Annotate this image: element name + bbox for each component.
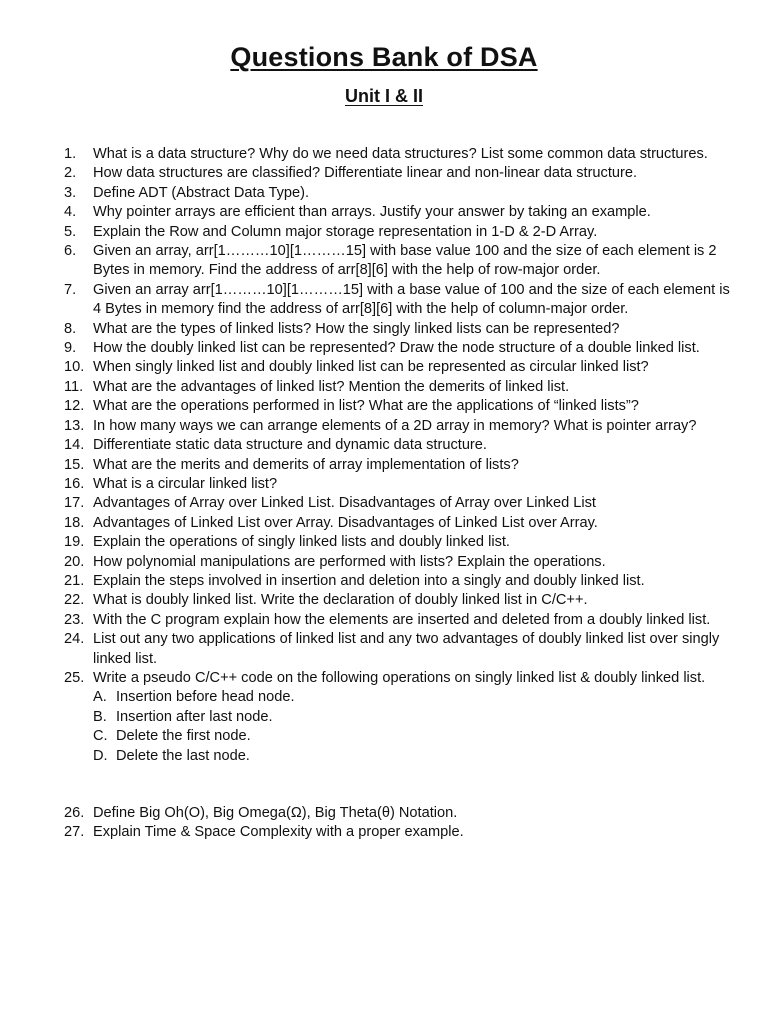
- question-text: List out any two applications of linked list and any two advantages of doubly linked list over singly linked list.: [93, 631, 720, 667]
- question-number: 2.: [64, 165, 77, 182]
- question-number: 8.: [64, 320, 77, 337]
- question-text: What are the types of linked lists? How the singly linked lists can be represented?: [93, 320, 620, 337]
- question-number: 26.: [64, 805, 85, 821]
- sub-question-text: Delete the first node.: [116, 728, 251, 745]
- question-item: [64, 164, 734, 183]
- question-text: Explain the operations of singly linked lists and doubly linked list.: [93, 534, 510, 551]
- question-text: How the doubly linked list can be represented? Draw the node structure of a double linked list.: [93, 340, 700, 357]
- question-item: [64, 436, 734, 455]
- question-text: Given an array arr[1………10][1………15] with a base value of 100 and the size of each element is 4 Bytes in memory find the address of arr[8][6] with the help of column-major order.: [93, 281, 730, 318]
- sub-question-item: [93, 727, 734, 746]
- question-item: [64, 281, 734, 320]
- question-25-sublist: [93, 688, 734, 766]
- question-item: [64, 223, 734, 242]
- question-item: [64, 378, 734, 397]
- sub-question-letter: C.: [93, 728, 108, 745]
- question-number: 23.: [64, 611, 85, 628]
- sub-question-letter: B.: [93, 708, 107, 725]
- sub-question-item: [93, 708, 734, 727]
- question-number: 5.: [64, 223, 77, 240]
- question-item: [64, 456, 734, 475]
- question-item: [64, 553, 734, 572]
- question-text: When singly linked list and doubly linked list can be represented as circular linked list?: [93, 359, 649, 376]
- question-item: [64, 630, 734, 669]
- question-item: [64, 591, 734, 610]
- question-text: Differentiate static data structure and dynamic data structure.: [93, 437, 487, 454]
- question-number: 18.: [64, 514, 85, 531]
- question-number: 9.: [64, 340, 77, 357]
- question-item: [64, 514, 734, 533]
- question-text: What are the merits and demerits of array implementation of lists?: [93, 456, 519, 473]
- question-text: Explain the Row and Column major storage representation in 1-D & 2-D Array.: [93, 223, 598, 240]
- question-text: What is doubly linked list. Write the declaration of doubly linked list in C/C++.: [93, 592, 588, 609]
- question-number: 13.: [64, 417, 85, 434]
- question-item: [64, 320, 734, 339]
- question-number: 7.: [64, 281, 77, 298]
- question-text: Given an array, arr[1………10][1………15] with base value 100 and the size of each element is 2 Bytes in memory. Find the address of arr[8][6] with the help of row-major order.: [93, 243, 717, 279]
- question-number: 3.: [64, 184, 77, 201]
- question-text: Explain the steps involved in insertion and deletion into a singly and doubly linked list.: [93, 572, 645, 589]
- question-text: With the C program explain how the elements are inserted and deleted from a doubly linked list.: [93, 611, 711, 628]
- question-item: [64, 611, 734, 630]
- question-text: In how many ways we can arrange elements of a 2D array in memory? What is pointer array?: [93, 417, 697, 434]
- sub-question-text: Insertion before head node.: [116, 689, 295, 706]
- question-item: [64, 804, 734, 823]
- question-item: [64, 669, 734, 766]
- question-item: [64, 397, 734, 416]
- question-item: [64, 823, 734, 842]
- question-text: How data structures are classified? Differentiate linear and non-linear data structure.: [93, 165, 638, 182]
- question-number: 20.: [64, 553, 85, 570]
- question-number: 27.: [64, 824, 85, 841]
- question-text: Why pointer arrays are efficient than arrays. Justify your answer by taking an example.: [93, 204, 651, 221]
- question-item: [64, 533, 734, 552]
- section-spacer: [64, 766, 734, 804]
- question-text: Define ADT (Abstract Data Type).: [93, 184, 310, 201]
- question-number: 10.: [64, 359, 85, 376]
- question-item: [64, 494, 734, 513]
- sub-question-text: Insertion after last node.: [116, 708, 273, 725]
- question-number: 22.: [64, 592, 85, 609]
- sub-question-item: [93, 747, 734, 766]
- question-item: [64, 184, 734, 203]
- question-number: 17.: [64, 495, 85, 512]
- question-item: [64, 339, 734, 358]
- question-text: Define Big Oh(O), Big Omega(Ω), Big Theta(θ) Notation.: [93, 805, 458, 821]
- question-item: [64, 475, 734, 494]
- question-item: [64, 572, 734, 591]
- question-item: [64, 417, 734, 436]
- question-text: Advantages of Array over Linked List. Disadvantages of Array over Linked List: [93, 495, 596, 512]
- question-number: 15.: [64, 456, 85, 473]
- question-number: 12.: [64, 398, 85, 415]
- question-text: Advantages of Linked List over Array. Disadvantages of Linked List over Array.: [93, 514, 598, 531]
- question-item: [64, 145, 734, 164]
- sub-question-text: Delete the last node.: [116, 747, 250, 764]
- question-text: Explain Time & Space Complexity with a proper example.: [93, 824, 464, 841]
- page-title: Questions Bank of DSA: [230, 42, 538, 72]
- question-text: What are the advantages of linked list? Mention the demerits of linked list.: [93, 378, 570, 395]
- question-number: 11.: [64, 378, 84, 395]
- question-item: [64, 358, 734, 377]
- question-list: [64, 145, 734, 843]
- page-subtitle: Unit I & II: [345, 86, 423, 106]
- sub-question-item: [93, 688, 734, 707]
- question-number: 14.: [64, 437, 85, 454]
- question-number: 19.: [64, 534, 85, 551]
- question-number: 25.: [64, 669, 85, 686]
- question-number: 21.: [64, 572, 85, 589]
- question-text: What are the operations performed in list? What are the applications of “linked lists”?: [93, 398, 639, 415]
- question-number: 6.: [64, 243, 77, 260]
- question-item: [64, 203, 734, 222]
- question-text: What is a circular linked list?: [93, 475, 278, 492]
- question-item: [64, 242, 734, 281]
- question-number: 16.: [64, 475, 85, 492]
- question-number: 4.: [64, 204, 77, 221]
- question-number: 1.: [64, 146, 77, 162]
- question-text: How polynomial manipulations are performed with lists? Explain the operations.: [93, 553, 606, 570]
- question-text: Write a pseudo C/C++ code on the following operations on singly linked list & doubly linked list.: [93, 669, 706, 686]
- sub-question-letter: D.: [93, 747, 108, 764]
- question-number: 24.: [64, 631, 85, 648]
- question-text: What is a data structure? Why do we need data structures? List some common data structures.: [93, 146, 708, 162]
- sub-question-letter: A.: [93, 689, 107, 706]
